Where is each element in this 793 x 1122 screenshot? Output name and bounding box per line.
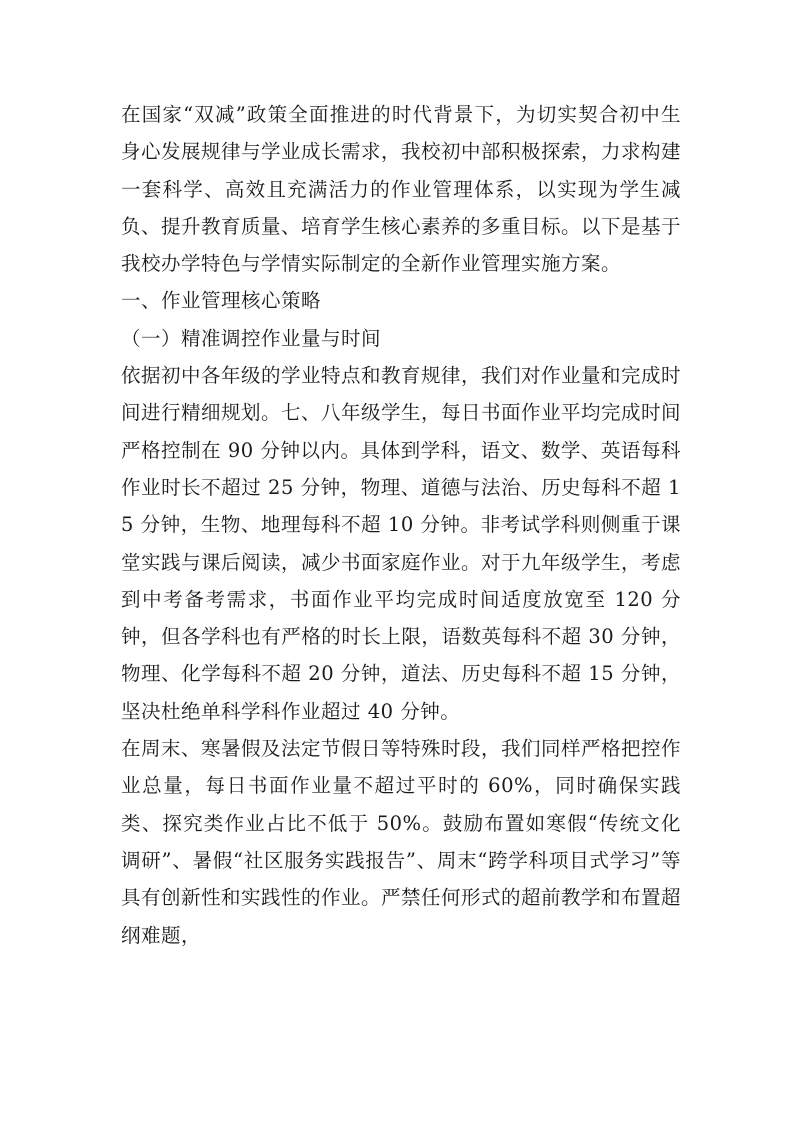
intro-paragraph: 在国家“双减”政策全面推进的时代背景下，为切实契合初中生身心发展规律与学业成长需求，我校初中部积极探索，力求构建一套科学、高效且充满活力的作业管理体系，以实现为学生减负、提升教育质量、培育学生核心素养的多重目标。以下是基于我校办学特色与学情实际制定的全新作业管理实施方案。: [121, 103, 682, 276]
section-heading: 一、作业管理核心策略: [121, 289, 322, 313]
document-body: [121, 96, 681, 954]
subsection-heading: （一）精准调控作业量与时间: [121, 326, 382, 350]
holiday-paragraph: 在周末、寒暑假及法定节假日等特殊时段，我们同样严格把控作业总量，每日书面作业量不超过平时的 60%，同时确保实践类、探究类作业占比不低于 50%。鼓励布置如寒假“传统文化调研”、暑假“社区服务实践报告”、周末“跨学科项目式学习”等具有创新性和实践性的作业。严禁任何形式的超前教学和布置超纲难题，: [121, 737, 682, 947]
workload-paragraph: 依据初中各年级的学业特点和教育规律，我们对作业量和完成时间进行精细规划。七、八年级学生，每日书面作业平均完成时间严格控制在 90 分钟以内。具体到学科，语文、数学、英语每科作业时长不超过 25 分钟，物理、道德与法治、历史每科不超 15 分钟，生物、地理每科不超 10 分钟。非考试学科则侧重于课堂实践与课后阅读，减少书面家庭作业。对于九年级学生，考虑到中考备考需求，书面作业平均完成时间适度放宽至 120 分钟，但各学科也有严格的时长上限，语数英每科不超 30 分钟，物理、化学每科不超 20 分钟，道法、历史每科不超 15 分钟，坚决杜绝单科学科作业超过 40 分钟。: [121, 364, 682, 723]
